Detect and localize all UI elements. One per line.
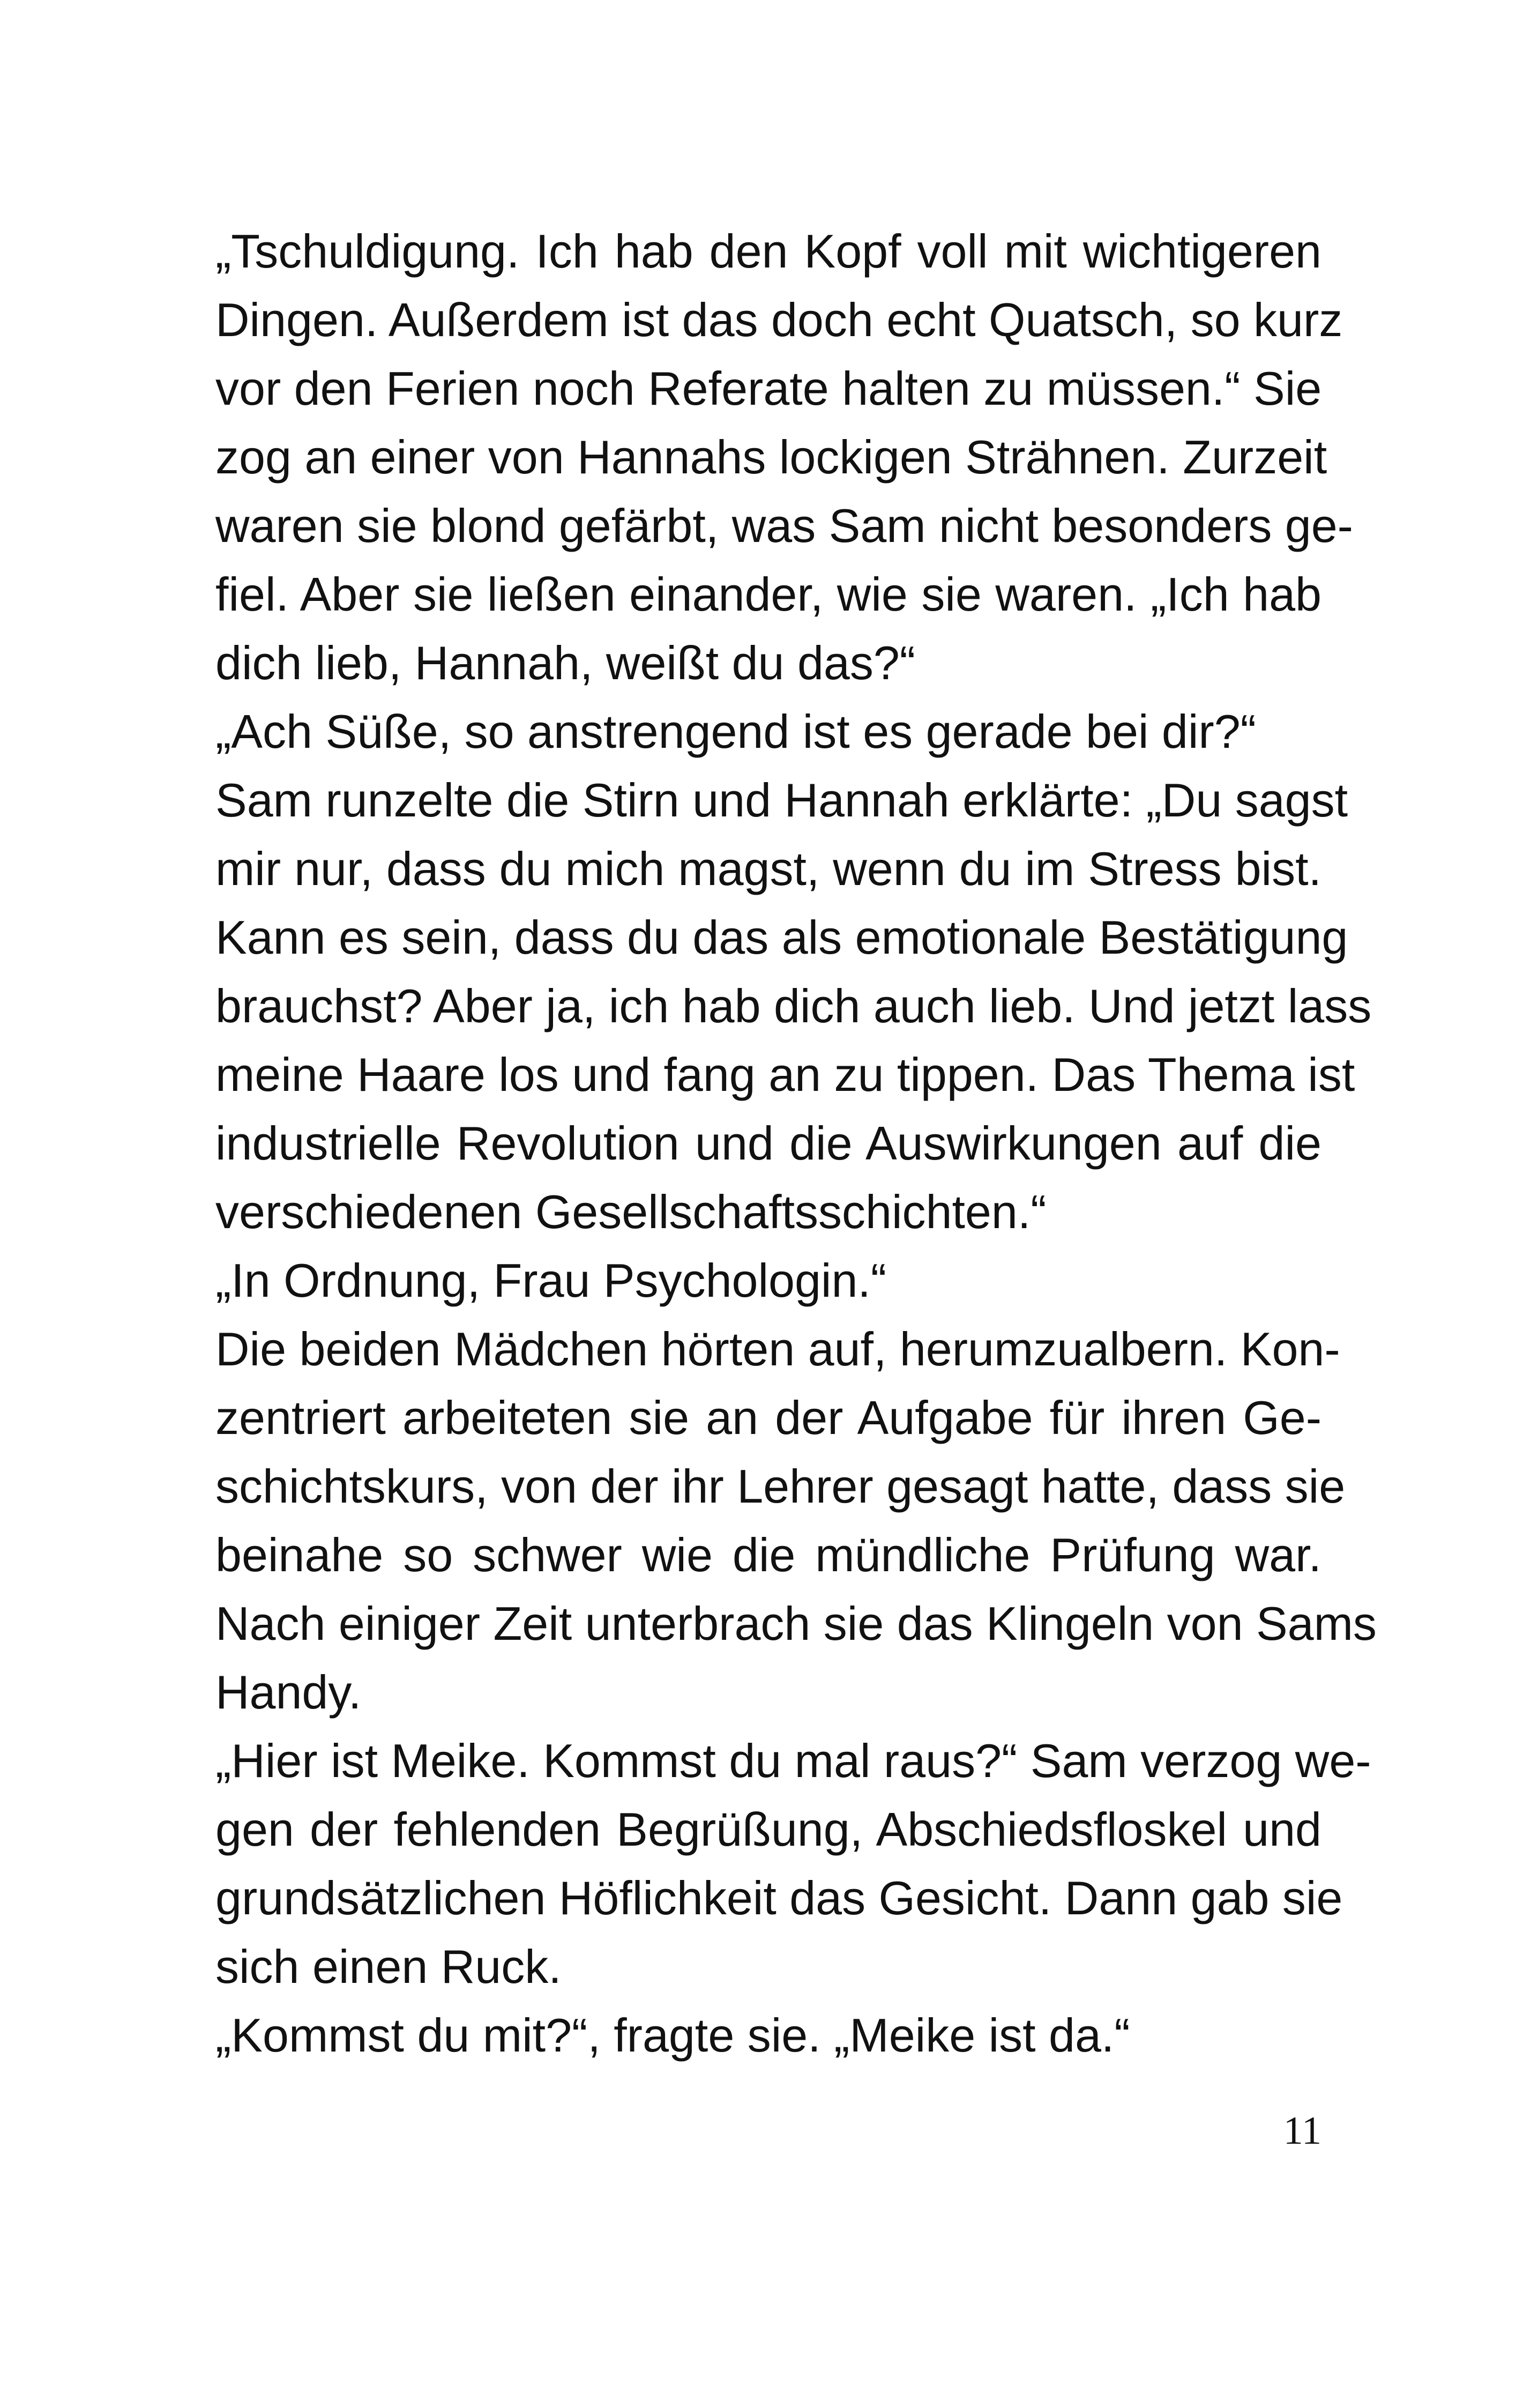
text-line: grundsätzlichen Höflichkeit das Gesicht. Dann gab sie <box>215 1871 1343 1924</box>
text-line: „In Ordnung, Frau Psychologin.“ <box>215 1254 887 1307</box>
text-line: verschiedenen Gesellschaftsschichten.“ <box>215 1185 1047 1238</box>
text-line: waren sie blond gefärbt, was Sam nicht besonders ge- <box>215 499 1353 552</box>
text-line: Sam runzelte die Stirn und Hannah erklärte: „Du sagst <box>215 774 1348 827</box>
text-line: Kann es sein, dass du das als emotionale Bestätigung <box>215 911 1348 964</box>
text-line: sich einen Ruck. <box>215 1940 562 1993</box>
page-number: 11 <box>1283 2109 1322 2153</box>
text-line: „Kommst du mit?“, fragte sie. „Meike ist da.“ <box>215 2009 1130 2062</box>
text-line: zentriert arbeiteten sie an der Aufgabe für ihren Ge- <box>215 1391 1322 1444</box>
text-line: Nach einiger Zeit unterbrach sie das Klingeln von Sams <box>215 1597 1377 1650</box>
text-line: Die beiden Mädchen hörten auf, herumzualbern. Kon- <box>215 1322 1340 1376</box>
text-line: „Tschuldigung. Ich hab den Kopf voll mit wichtigeren <box>215 225 1322 278</box>
text-line: schichtskurs, von der ihr Lehrer gesagt hatte, dass sie <box>215 1460 1346 1513</box>
text-line: zog an einer von Hannahs lockigen Strähnen. Zurzeit <box>215 430 1327 484</box>
body-text <box>215 217 1377 2070</box>
text-line: fiel. Aber sie ließen einander, wie sie waren. „Ich hab <box>215 568 1322 621</box>
text-line: meine Haare los und fang an zu tippen. Das Thema ist <box>215 1048 1355 1101</box>
text-line: vor den Ferien noch Referate halten zu müssen.“ Sie <box>215 362 1322 415</box>
text-line: Dingen. Außerdem ist das doch echt Quatsch, so kurz <box>215 293 1343 346</box>
text-line: mir nur, dass du mich magst, wenn du im Stress bist. <box>215 842 1322 895</box>
text-line: „Hier ist Meike. Kommst du mal raus?“ Sam verzog we- <box>215 1734 1371 1787</box>
text-line: beinahe so schwer wie die mündliche Prüfung war. <box>215 1528 1322 1581</box>
text-line: dich lieb, Hannah, weißt du das?“ <box>215 636 916 689</box>
text-line: industrielle Revolution und die Auswirkungen auf die <box>215 1117 1322 1170</box>
text-line: „Ach Süße, so anstrengend ist es gerade bei dir?“ <box>215 705 1256 758</box>
text-line: brauchst? Aber ja, ich hab dich auch lieb. Und jetzt lass <box>215 979 1372 1032</box>
text-line: Handy. <box>215 1666 362 1719</box>
text-line: gen der fehlenden Begrüßung, Abschiedsfloskel und <box>215 1803 1322 1856</box>
